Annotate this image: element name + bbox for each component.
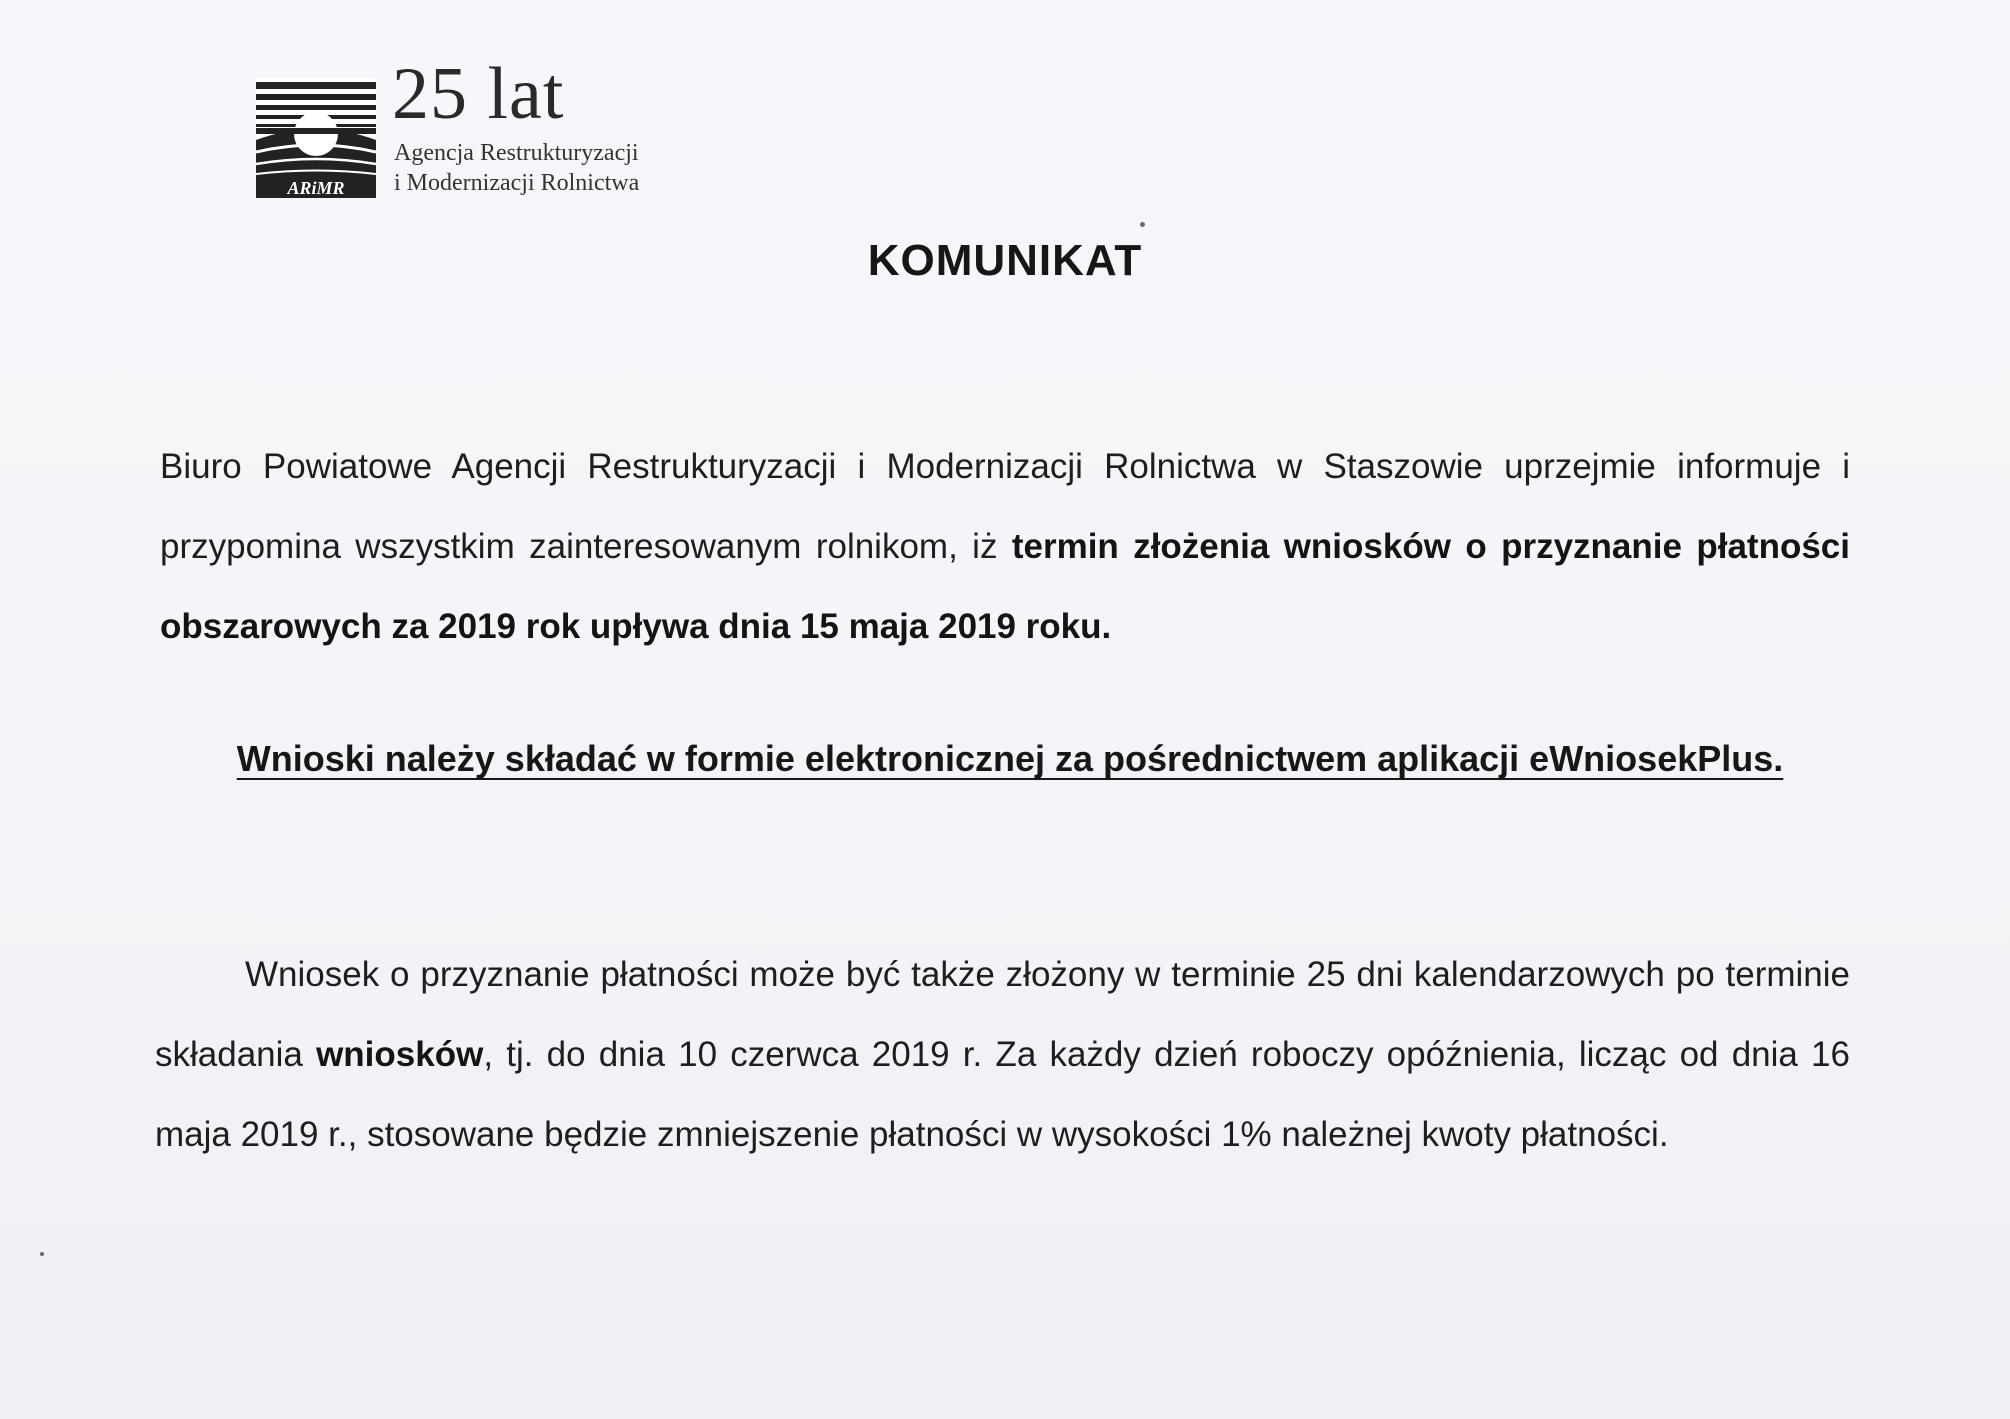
paragraph-late-text-2: , tj. do dnia 10 czerwca 2019 r. Za każdy dzień roboczy opóźnienia, licząc od dnia 16 maja 2019 r., stosowane będzie zmniejszenie płatności w wysokości 1% należnej kwoty płatności.	[155, 1035, 1850, 1154]
page-title: KOMUNIKAT	[867, 236, 1143, 285]
arimr-emblem-text: ARiMR	[287, 178, 345, 198]
electronic-submission-notice: Wnioski należy składać w formie elektronicznej za pośrednictwem aplikacji eWniosekPlus.	[236, 738, 1784, 779]
logo-years-text: 25 lat	[392, 53, 565, 135]
paragraph-deadline-text: Biuro Powiatowe Agencji Restrukturyzacji i Modernizacji Rolnictwa w Staszowie uprzejmie informuje i przypomina wszystkim zainteresowanym rolnikom, iż	[160, 447, 1850, 566]
arimr-emblem-icon	[256, 78, 376, 198]
paragraph-late-submission	[155, 935, 1850, 1175]
paragraph-deadline	[160, 427, 1850, 667]
paragraph-late-bold: wniosków	[316, 1035, 484, 1074]
logo-agency-line-2: i Modernizacji Rolnictwa	[394, 170, 640, 196]
paragraph-late-text-1: Wniosek o przyznanie płatności może być także złożony w terminie 25 dni kalendarzowych po terminie składania	[155, 955, 1850, 1074]
scan-speck	[40, 1252, 44, 1256]
logo-agency-line-1: Agencja Restrukturyzacji	[394, 140, 639, 166]
paragraph-deadline-bold: termin złożenia wniosków o przyznanie płatności obszarowych za 2019 rok upływa dnia 15 maja 2019 roku.	[160, 527, 1850, 646]
arimr-logo	[256, 53, 696, 210]
scan-speck	[1140, 222, 1145, 227]
logo-agency-name	[394, 138, 639, 198]
